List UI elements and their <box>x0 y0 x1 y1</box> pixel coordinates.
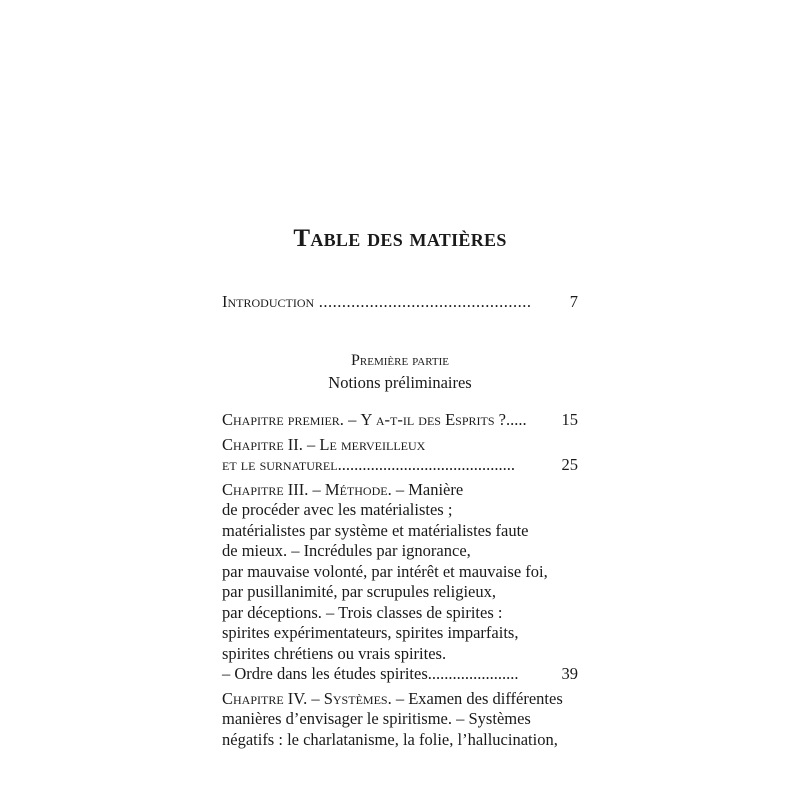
toc-entry-text: Chapitre premier. – Y a-t-il des Esprits ?..... <box>222 410 527 429</box>
toc-entry-line <box>222 664 578 685</box>
toc-entry-line <box>222 541 578 562</box>
toc-entry-text: Chapitre IV. – Systèmes. – Examen des différentes <box>222 688 563 708</box>
part-heading <box>222 350 578 394</box>
toc-entry-text: par mauvaise volonté, par intérêt et mauvaise foi, <box>222 561 548 581</box>
toc-entry-label: Introduction <box>222 292 315 311</box>
toc-page-number: 15 <box>561 410 578 429</box>
part-subtitle: Notions préliminaires <box>328 373 472 392</box>
toc-entry-chapter[interactable] <box>222 689 578 751</box>
toc-entry-line <box>222 562 578 583</box>
toc-entry-text: Chapitre III. – Méthode. – Manière <box>222 479 464 499</box>
toc-entry-line <box>222 709 578 730</box>
toc-introduction <box>222 292 578 313</box>
toc-page-number: 25 <box>561 455 578 474</box>
toc-entry-line <box>222 689 578 710</box>
toc-entry-introduction[interactable] <box>222 292 578 313</box>
toc-entry-chapter[interactable] <box>222 435 578 476</box>
toc-entry-line <box>222 603 578 624</box>
toc-entry-chapter[interactable] <box>222 480 578 685</box>
toc-entry-line <box>222 730 578 751</box>
toc-entry-text: par pusillanimité, par scrupules religieux, <box>222 582 497 601</box>
toc-entry-line <box>222 455 578 476</box>
toc-entry-chapter[interactable] <box>222 410 578 431</box>
toc-entry-line <box>222 644 578 665</box>
toc-entry-text: matérialistes par système et matérialistes faute <box>222 520 529 540</box>
toc-page-number: 7 <box>569 292 578 311</box>
toc-page-number: 39 <box>561 664 578 683</box>
toc-entry-text: – Ordre dans les études spirites...................... <box>222 664 519 683</box>
toc-entry-text: et le surnaturel........................................... <box>222 455 515 474</box>
toc-entry-text: spirites chrétiens ou vrais spirites. <box>222 643 447 663</box>
toc-chapter-list <box>222 410 578 754</box>
toc-entry-text: de mieux. – Incrédules par ignorance, <box>222 541 471 560</box>
toc-entry-line <box>222 435 578 456</box>
toc-entry-line <box>222 410 578 431</box>
dot-leader: .............................................. <box>314 292 532 311</box>
part-label: Première partie <box>350 352 449 369</box>
toc-entry-line <box>222 500 578 521</box>
toc-entry-text: de procéder avec les matérialistes ; <box>222 500 453 519</box>
page-title: Table des matières <box>293 225 507 252</box>
toc-entry-line <box>222 582 578 603</box>
toc-entry-line <box>222 623 578 644</box>
toc-entry-text: Chapitre II. – Le merveilleux <box>222 434 426 454</box>
toc-entry-text: négatifs : le charlatanisme, la folie, l’hallucination, <box>222 729 558 749</box>
toc-entry-text: par déceptions. – Trois classes de spirites : <box>222 602 503 622</box>
toc-entry-text: spirites expérimentateurs, spirites imparfaits, <box>222 623 519 642</box>
toc-entry-line <box>222 521 578 542</box>
toc-entry-line <box>222 480 578 501</box>
toc-entry-text: manières d’envisager le spiritisme. – Systèmes <box>222 709 531 728</box>
